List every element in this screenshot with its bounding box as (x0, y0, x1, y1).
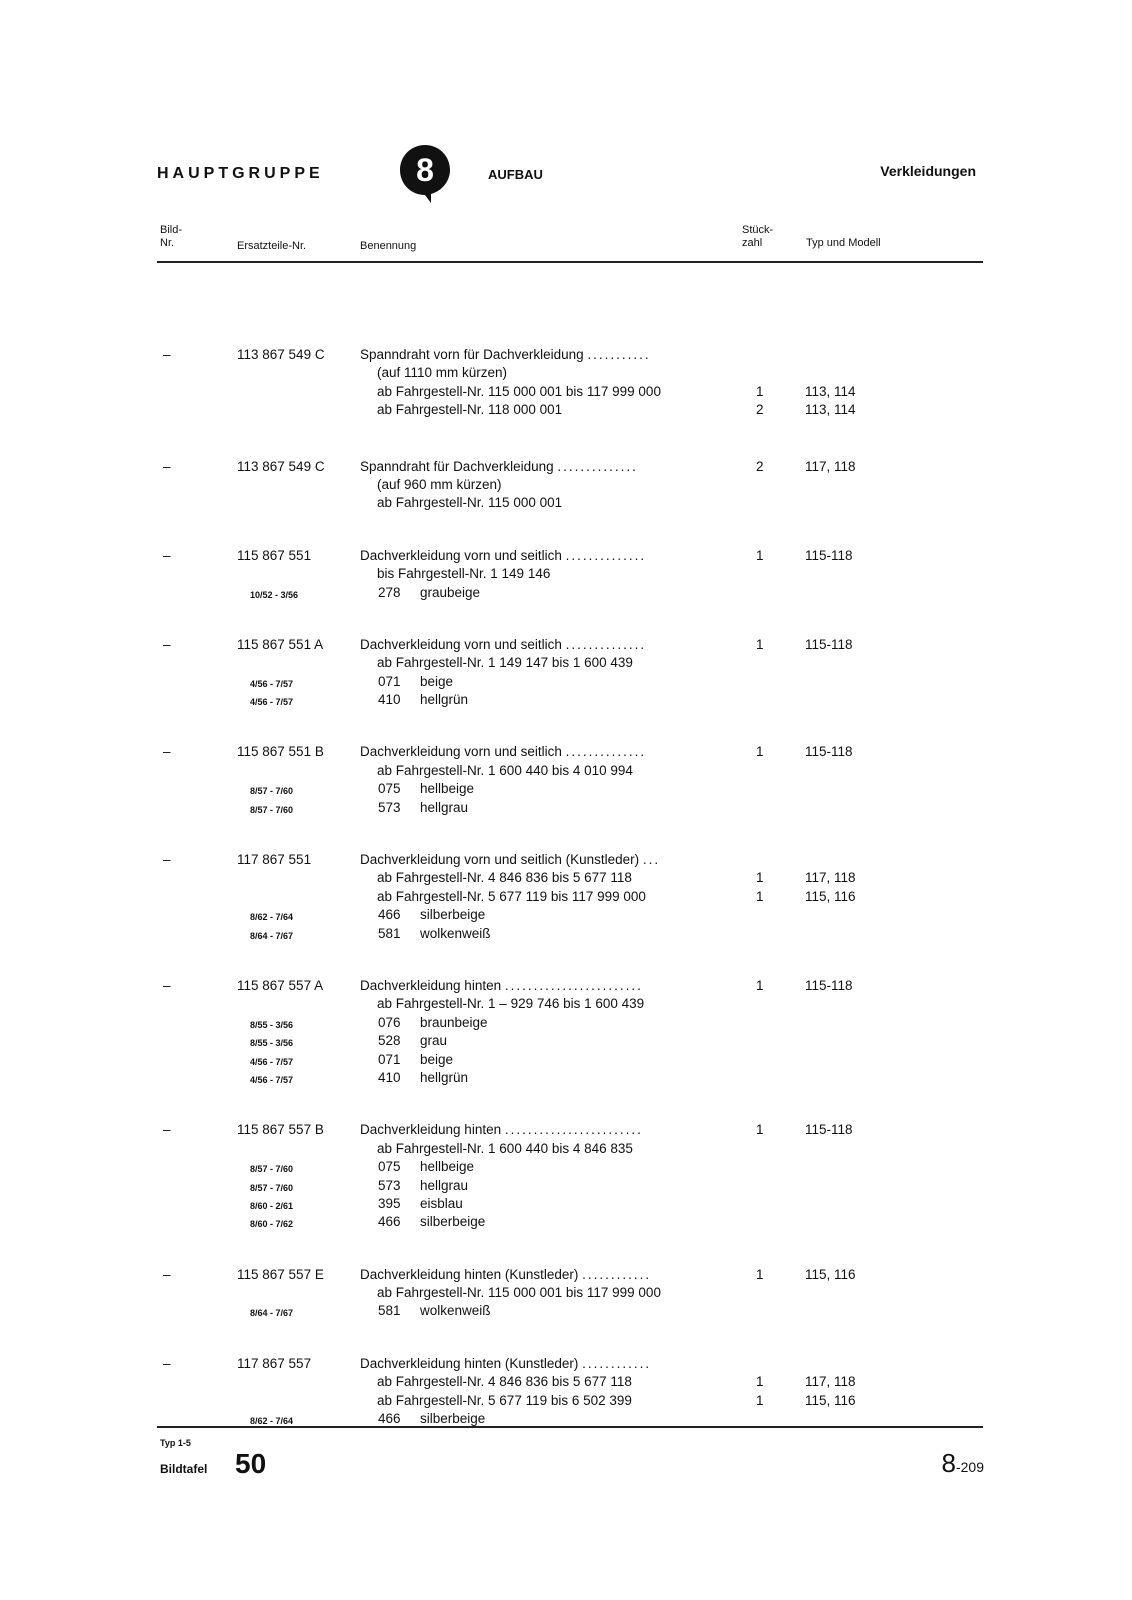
entry-line (0, 691, 1132, 709)
color-code: 278 (378, 584, 401, 600)
color-variant (378, 1158, 474, 1176)
column-header-bild: Bild- Nr. (160, 224, 183, 249)
color-code: 581 (378, 1303, 401, 1319)
color-name: hellgrün (420, 1069, 469, 1085)
entry-line (0, 401, 1132, 419)
color-variant (378, 1051, 453, 1069)
production-period: 8/55 - 3/56 (250, 1038, 294, 1049)
entry-line (0, 977, 1132, 995)
type-model: 115-118 (805, 977, 853, 993)
color-variant (378, 1177, 468, 1195)
entry-line (0, 547, 1132, 565)
entry-line (0, 888, 1132, 906)
quantity: 1 (756, 547, 764, 563)
color-name: wolkenweiß (420, 1303, 491, 1319)
part-description: Dachverkleidung vorn und seitlich (Kunstleder) ... (360, 852, 661, 868)
leader-dots: .............. (565, 744, 647, 760)
description-detail: ab Fahrgestell-Nr. 1 – 929 746 bis 1 600 439 (377, 996, 645, 1012)
color-variant (378, 1195, 463, 1213)
entry-line (0, 1213, 1132, 1231)
color-name: hellgrau (420, 1177, 469, 1193)
type-model: 115, 116 (805, 1266, 856, 1282)
entry-line (0, 364, 1132, 382)
color-variant (378, 1302, 491, 1320)
leader-dots: ............ (582, 1266, 652, 1282)
part-entry (0, 458, 1132, 513)
entry-line (0, 1051, 1132, 1069)
bild-nr: – (163, 977, 171, 993)
description-detail: ab Fahrgestell-Nr. 5 677 119 bis 117 999 000 (377, 888, 646, 904)
entry-line (0, 1284, 1132, 1302)
quantity: 1 (756, 1122, 764, 1138)
color-name: beige (420, 673, 454, 689)
bild-nr: – (163, 1355, 171, 1371)
quantity: 1 (756, 888, 764, 904)
bild-nr: – (163, 1266, 171, 1282)
footer-rule (157, 1426, 983, 1428)
production-period: 8/64 - 7/67 (250, 1308, 294, 1319)
color-name: silberbeige (420, 907, 486, 923)
type-model: 115, 116 (805, 888, 856, 904)
color-code: 528 (378, 1033, 401, 1049)
footer-bildtafel-number: 50 (235, 1448, 267, 1479)
part-number: 115 867 557 E (237, 1266, 324, 1282)
leader-dots: .............. (557, 458, 638, 474)
group-number: 8 (416, 152, 434, 188)
color-variant (378, 673, 453, 691)
color-code: 466 (378, 1411, 401, 1427)
entry-line (0, 494, 1132, 512)
quantity: 1 (756, 383, 764, 399)
description-detail: ab Fahrgestell-Nr. 1 149 147 bis 1 600 439 (377, 655, 633, 671)
bild-nr: – (163, 744, 171, 760)
description-detail: ab Fahrgestell-Nr. 4 846 836 bis 5 677 118 (377, 870, 632, 886)
description-detail: ab Fahrgestell-Nr. 5 677 119 bis 6 502 399 (377, 1392, 632, 1408)
part-number: 113 867 549 C (237, 347, 325, 362)
entry-line (0, 925, 1132, 943)
entry-line (0, 1069, 1132, 1087)
part-entry (0, 851, 1132, 943)
entry-line (0, 1373, 1132, 1391)
quantity: 1 (756, 1266, 764, 1282)
column-header-stueckzahl: Stück- zahl (742, 224, 774, 249)
color-code: 395 (378, 1195, 401, 1211)
color-code: 573 (378, 1177, 401, 1193)
type-model: 115, 116 (805, 1392, 856, 1408)
group-number-badge (400, 145, 450, 203)
entry-line (0, 1177, 1132, 1195)
description-detail: (auf 960 mm kürzen) (377, 476, 502, 492)
entry-line (0, 906, 1132, 924)
part-description: Dachverkleidung vorn und seitlich .............. (360, 547, 647, 563)
color-variant (378, 1014, 488, 1032)
bild-nr: – (163, 636, 171, 652)
section-title: Verkleidungen (880, 163, 976, 179)
leader-dots: ... (642, 852, 661, 868)
type-model: 117, 118 (805, 458, 856, 474)
quantity: 1 (756, 1392, 764, 1408)
bild-nr: – (163, 1122, 171, 1138)
part-description: Dachverkleidung hinten (Kunstleder) ............ (360, 1355, 652, 1371)
entry-line (0, 1121, 1132, 1139)
description-detail: ab Fahrgestell-Nr. 115 000 001 bis 117 999 000 (377, 383, 661, 399)
color-code: 410 (378, 1069, 401, 1085)
color-code: 466 (378, 1214, 401, 1230)
production-period: 4/56 - 7/57 (250, 1056, 294, 1067)
leader-dots: .............. (565, 547, 647, 563)
description-detail: bis Fahrgestell-Nr. 1 149 146 (377, 566, 551, 582)
production-period: 8/57 - 7/60 (250, 1182, 294, 1193)
entry-line (0, 654, 1132, 672)
group-name: AUFBAU (488, 167, 543, 182)
bild-nr: – (163, 852, 171, 868)
part-entry (0, 346, 1132, 420)
part-number: 115 867 557 A (237, 977, 324, 993)
entry-line (0, 1392, 1132, 1410)
part-entry (0, 977, 1132, 1087)
column-header-ersatzteile: Ersatzteile-Nr. (237, 240, 307, 252)
type-model: 115-118 (805, 744, 853, 760)
color-variant (378, 691, 468, 709)
description-detail: ab Fahrgestell-Nr. 118 000 001 (377, 402, 563, 418)
bild-nr: – (163, 547, 171, 563)
type-model: 117, 118 (805, 870, 856, 886)
page-number: 8-209 (941, 1448, 984, 1478)
production-period: 8/62 - 7/64 (250, 912, 294, 923)
color-variant (378, 584, 480, 602)
quantity: 2 (756, 458, 764, 474)
leader-dots: ........................ (504, 1122, 643, 1138)
part-number: 115 867 557 B (237, 1122, 324, 1138)
production-period: 4/56 - 7/57 (250, 1074, 294, 1085)
entry-line (0, 458, 1132, 476)
quantity: 1 (756, 870, 764, 886)
entry-line (0, 995, 1132, 1013)
part-description: Spanndraht für Dachverkleidung .............. (360, 458, 638, 474)
quantity: 1 (756, 744, 764, 760)
color-name: hellbeige (420, 781, 475, 797)
entry-line (0, 565, 1132, 583)
entry-line (0, 1032, 1132, 1050)
color-code: 075 (378, 781, 401, 797)
entry-line (0, 1266, 1132, 1284)
part-entry (0, 1355, 1132, 1429)
color-code: 076 (378, 1014, 401, 1030)
part-description: Dachverkleidung hinten (Kunstleder) ............ (360, 1266, 652, 1282)
color-name: grau (420, 1033, 448, 1049)
part-number: 115 867 551 B (237, 744, 324, 760)
part-number: 113 867 549 C (237, 458, 325, 474)
production-period: 8/57 - 7/60 (250, 1164, 294, 1175)
production-period: 8/57 - 7/60 (250, 804, 294, 815)
color-code: 581 (378, 925, 401, 941)
entry-line (0, 1140, 1132, 1158)
group-badge-icon (400, 145, 450, 203)
footer-bildtafel-label: Bildtafel (160, 1462, 208, 1476)
entry-line (0, 762, 1132, 780)
color-name: hellgrün (420, 692, 469, 708)
color-name: silberbeige (420, 1214, 486, 1230)
part-description: Dachverkleidung vorn und seitlich .............. (360, 636, 647, 652)
entry-line (0, 476, 1132, 494)
entry-line (0, 1302, 1132, 1320)
description-detail: ab Fahrgestell-Nr. 1 600 440 bis 4 010 994 (377, 762, 633, 778)
color-code: 573 (378, 799, 401, 815)
part-description: Spanndraht vorn für Dachverkleidung ........... (360, 347, 651, 362)
leader-dots: ............ (582, 1355, 652, 1371)
production-period: 8/62 - 7/64 (250, 1416, 294, 1427)
type-model: 117, 118 (805, 1374, 856, 1390)
part-description: Dachverkleidung hinten ........................ (360, 977, 643, 993)
production-period: 8/64 - 7/67 (250, 930, 294, 941)
entry-line (0, 799, 1132, 817)
part-entry (0, 636, 1132, 710)
production-period: 10/52 - 3/56 (250, 589, 299, 600)
part-entry (0, 743, 1132, 817)
description-detail: ab Fahrgestell-Nr. 1 600 440 bis 4 846 835 (377, 1140, 633, 1156)
quantity: 1 (756, 636, 764, 652)
part-description: Dachverkleidung hinten ........................ (360, 1122, 643, 1138)
bild-nr: – (163, 458, 171, 474)
color-variant (378, 1032, 447, 1050)
entry-line (0, 1158, 1132, 1176)
color-name: hellbeige (420, 1159, 475, 1175)
type-model: 115-118 (805, 547, 853, 563)
description-detail: (auf 1110 mm kürzen) (377, 365, 508, 381)
type-model: 113, 114 (805, 402, 856, 418)
color-variant (378, 906, 485, 924)
entry-line (0, 1014, 1132, 1032)
production-period: 8/60 - 7/62 (250, 1219, 294, 1230)
part-number: 115 867 551 (237, 547, 312, 563)
quantity: 2 (756, 402, 764, 418)
entry-line (0, 1195, 1132, 1213)
column-header-typ: Typ und Modell (806, 237, 881, 249)
leader-dots: .............. (565, 636, 647, 652)
quantity: 1 (756, 977, 764, 993)
part-number: 115 867 551 A (237, 636, 324, 652)
type-model: 113, 114 (805, 383, 856, 399)
quantity: 1 (756, 1374, 764, 1390)
color-name: graubeige (420, 584, 481, 600)
color-code: 071 (378, 673, 401, 689)
type-model: 115-118 (805, 1122, 853, 1138)
production-period: 4/56 - 7/57 (250, 678, 294, 689)
group-label: HAUPTGRUPPE (157, 165, 324, 182)
part-entry (0, 547, 1132, 602)
parts-table (0, 312, 1132, 1428)
entry-line (0, 743, 1132, 761)
color-code: 466 (378, 907, 401, 923)
production-period: 8/57 - 7/60 (250, 786, 294, 797)
color-variant (378, 799, 468, 817)
description-detail: ab Fahrgestell-Nr. 115 000 001 (377, 495, 563, 511)
leader-dots: ........................ (504, 977, 643, 993)
color-name: braunbeige (420, 1014, 488, 1030)
entry-line (0, 869, 1132, 887)
entry-line (0, 383, 1132, 401)
production-period: 4/56 - 7/57 (250, 697, 294, 708)
description-detail: ab Fahrgestell-Nr. 4 846 836 bis 5 677 118 (377, 1374, 632, 1390)
color-variant (378, 925, 491, 943)
color-code: 071 (378, 1051, 401, 1067)
production-period: 8/55 - 3/56 (250, 1019, 294, 1030)
entry-line (0, 780, 1132, 798)
color-name: eisblau (420, 1195, 463, 1211)
bild-nr: – (163, 347, 171, 362)
entry-line (0, 584, 1132, 602)
entry-line (0, 636, 1132, 654)
entry-line (0, 1355, 1132, 1373)
color-variant (378, 1069, 468, 1087)
color-name: wolkenweiß (420, 925, 491, 941)
color-name: beige (420, 1051, 454, 1067)
type-model: 115-118 (805, 636, 853, 652)
part-entry (0, 1121, 1132, 1231)
part-description: Dachverkleidung vorn und seitlich .............. (360, 744, 647, 760)
leader-dots: ........... (587, 347, 651, 362)
description-detail: ab Fahrgestell-Nr. 115 000 001 bis 117 999 000 (377, 1285, 661, 1301)
color-name: silberbeige (420, 1411, 486, 1427)
entry-line (0, 851, 1132, 869)
part-number: 117 867 557 (237, 1355, 312, 1371)
entry-line (0, 346, 1132, 364)
color-name: hellgrau (420, 799, 469, 815)
footer-typ: Typ 1-5 (160, 1438, 191, 1448)
column-header-benennung: Benennung (360, 240, 417, 252)
production-period: 8/60 - 2/61 (250, 1200, 294, 1211)
part-entry (0, 1266, 1132, 1321)
color-code: 410 (378, 692, 401, 708)
color-variant (378, 780, 474, 798)
header-rule (157, 261, 983, 263)
color-code: 075 (378, 1159, 401, 1175)
color-variant (378, 1213, 485, 1231)
part-number: 117 867 551 (237, 852, 312, 868)
entry-line (0, 673, 1132, 691)
